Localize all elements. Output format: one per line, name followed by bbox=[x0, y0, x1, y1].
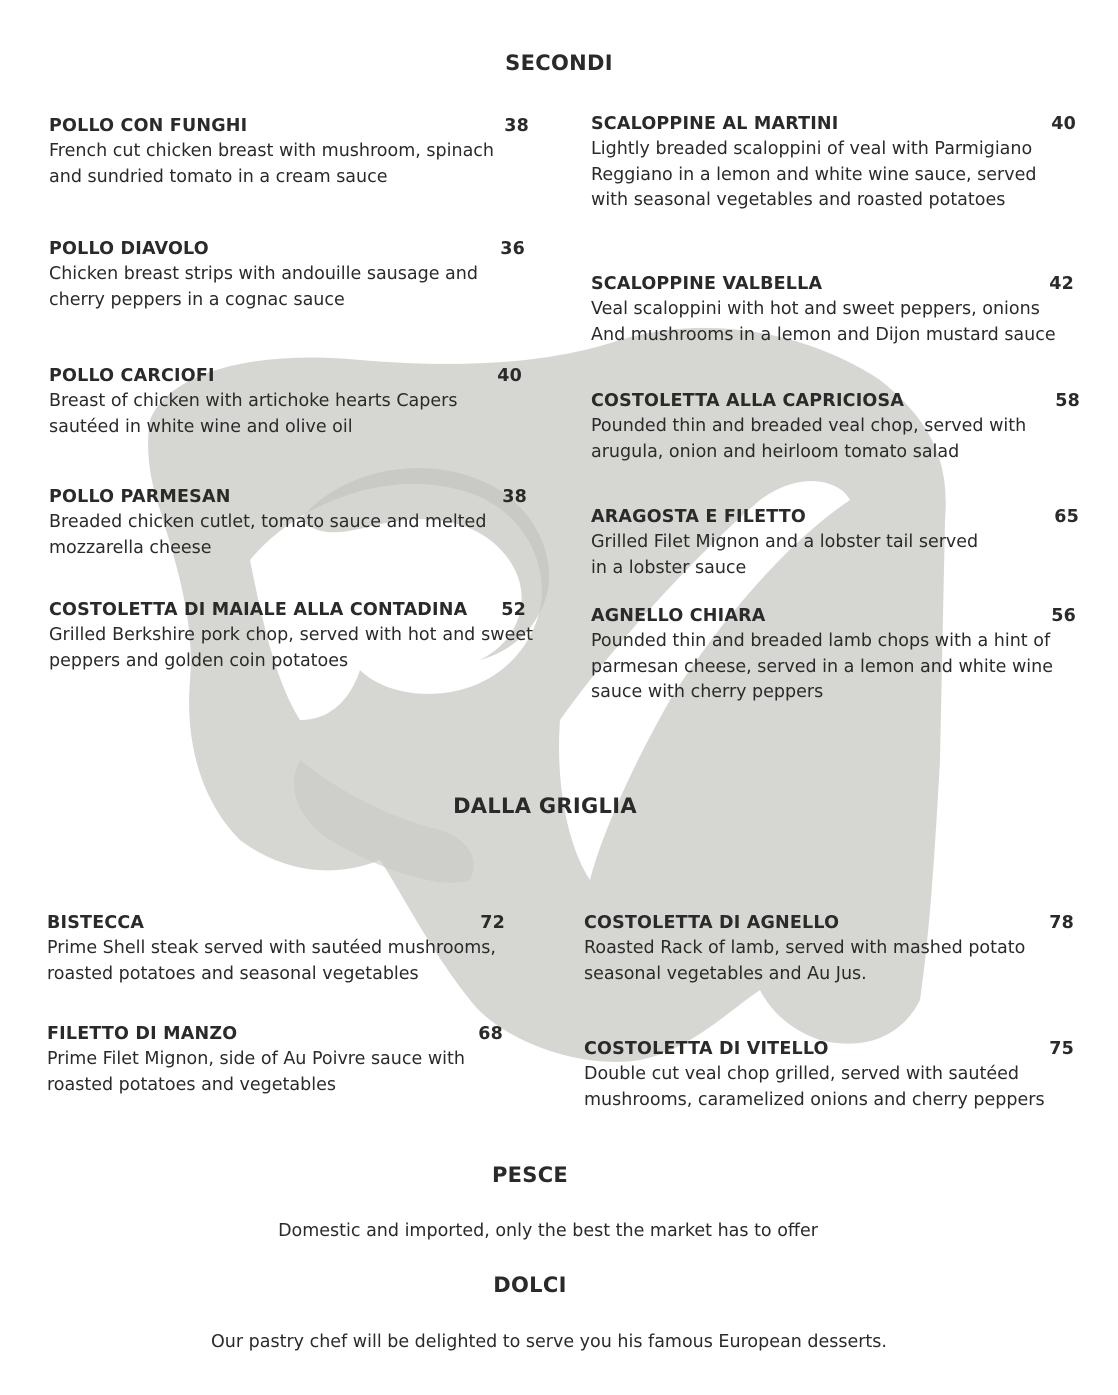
menu-item bbox=[584, 911, 1074, 987]
item-description: Prime Shell steak served with sautéed mushrooms, roasted potatoes and seasonal vegetables bbox=[47, 938, 496, 984]
item-description: Chicken breast strips with andouille sausage and cherry peppers in a cognac sauce bbox=[49, 264, 478, 310]
menu-item bbox=[49, 114, 529, 190]
item-price: 75 bbox=[1049, 1039, 1074, 1059]
item-name: COSTOLETTA DI VITELLO bbox=[584, 1039, 829, 1059]
item-price: 38 bbox=[504, 116, 529, 136]
menu-item bbox=[49, 598, 533, 674]
item-price: 78 bbox=[1049, 913, 1074, 933]
item-name: COSTOLETTA DI MAIALE ALLA CONTADINA bbox=[49, 600, 468, 620]
item-name: AGNELLO CHIARA bbox=[591, 606, 766, 626]
menu-item bbox=[47, 1022, 503, 1098]
item-description: Grilled Berkshire pork chop, served with hot and sweet peppers and golden coin potatoes bbox=[49, 625, 533, 671]
item-description: Breast of chicken with artichoke hearts Capers sautéed in white wine and olive oil bbox=[49, 391, 458, 437]
item-price: 58 bbox=[1055, 391, 1080, 411]
item-name: POLLO CON FUNGHI bbox=[49, 116, 248, 136]
item-description: Pounded thin and breaded veal chop, served with arugula, onion and heirloom tomato salad bbox=[591, 416, 1027, 462]
item-price: 40 bbox=[1051, 114, 1076, 134]
item-description: Roasted Rack of lamb, served with mashed potato seasonal vegetables and Au Jus. bbox=[584, 938, 1026, 984]
dolci-note: Our pastry chef will be delighted to serve you his famous European desserts. bbox=[211, 1332, 887, 1352]
item-price: 38 bbox=[502, 487, 527, 507]
item-name: POLLO CARCIOFI bbox=[49, 366, 215, 386]
item-name: ARAGOSTA E FILETTO bbox=[591, 507, 806, 527]
menu-item bbox=[591, 389, 1080, 465]
menu-item bbox=[49, 364, 522, 440]
item-name: SCALOPPINE VALBELLA bbox=[591, 274, 823, 294]
item-description: Lightly breaded scaloppini of veal with Parmigiano Reggiano in a lemon and white wine sauce, served with seasonal vegetables and roasted potatoes bbox=[591, 139, 1037, 210]
item-price: 65 bbox=[1054, 507, 1079, 527]
item-price: 40 bbox=[497, 366, 522, 386]
section-title-secondi: SECONDI bbox=[505, 51, 613, 75]
menu-item bbox=[47, 911, 505, 987]
item-name: COSTOLETTA ALLA CAPRICIOSA bbox=[591, 391, 905, 411]
menu-item bbox=[591, 272, 1074, 348]
menu-item bbox=[591, 112, 1076, 214]
item-name: SCALOPPINE AL MARTINI bbox=[591, 114, 839, 134]
menu-item bbox=[584, 1037, 1074, 1113]
item-price: 52 bbox=[501, 600, 526, 620]
menu-item bbox=[49, 237, 525, 313]
item-description: French cut chicken breast with mushroom, spinach and sundried tomato in a cream sauce bbox=[49, 141, 495, 187]
menu-item bbox=[49, 485, 527, 561]
item-description: Double cut veal chop grilled, served with sautéed mushrooms, caramelized onions and cherry peppers bbox=[584, 1064, 1045, 1110]
menu-item bbox=[591, 604, 1076, 706]
item-price: 56 bbox=[1051, 606, 1076, 626]
item-name: COSTOLETTA DI AGNELLO bbox=[584, 913, 840, 933]
menu-item bbox=[591, 505, 1079, 581]
section-title-dolci: DOLCI bbox=[493, 1273, 567, 1297]
item-name: POLLO PARMESAN bbox=[49, 487, 231, 507]
item-description: Prime Filet Mignon, side of Au Poivre sauce with roasted potatoes and vegetables bbox=[47, 1049, 465, 1095]
item-price: 72 bbox=[480, 913, 505, 933]
item-price: 42 bbox=[1049, 274, 1074, 294]
item-name: POLLO DIAVOLO bbox=[49, 239, 209, 259]
item-name: BISTECCA bbox=[47, 913, 145, 933]
item-description: Breaded chicken cutlet, tomato sauce and melted mozzarella cheese bbox=[49, 512, 487, 558]
item-description: Grilled Filet Mignon and a lobster tail served in a lobster sauce bbox=[591, 532, 979, 578]
item-description: Pounded thin and breaded lamb chops with a hint of parmesan cheese, served in a lemon and white wine sauce with cherry peppers bbox=[591, 631, 1053, 702]
pesce-note: Domestic and imported, only the best the market has to offer bbox=[278, 1221, 818, 1241]
item-name: FILETTO DI MANZO bbox=[47, 1024, 238, 1044]
section-title-dalla-griglia: DALLA GRIGLIA bbox=[453, 794, 637, 818]
item-price: 68 bbox=[478, 1024, 503, 1044]
item-description: Veal scaloppini with hot and sweet peppers, onions And mushrooms in a lemon and Dijon mustard sauce bbox=[591, 299, 1056, 345]
section-title-pesce: PESCE bbox=[491, 1163, 569, 1187]
item-price: 36 bbox=[500, 239, 525, 259]
